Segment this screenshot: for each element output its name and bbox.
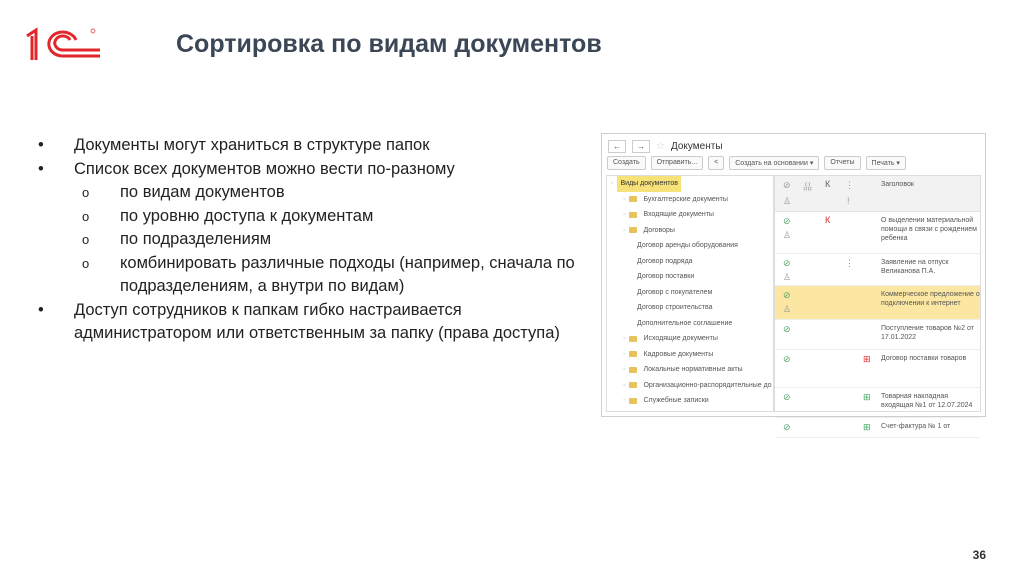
expand-icon[interactable]: ◦ [623,381,626,389]
expand-icon[interactable]: ◦ [623,366,626,373]
folder-tree [606,175,774,412]
tree-item-label: Бухгалтерские документы [643,195,728,203]
tree-item[interactable] [607,254,773,270]
sub-bullet: o комбинировать различные подходы (например, сначала по подразделениям, а внутри по видам) [38,252,578,299]
expand-icon[interactable]: ◦ [623,335,626,342]
folder-icon [629,212,637,218]
page-number: 36 [972,548,986,562]
forward-button[interactable]: → [632,140,650,153]
tree-item[interactable] [607,223,773,239]
tree-root[interactable]: ◦ Виды документов [607,176,773,192]
page-title: Сортировка по видам документов [176,30,602,58]
header-important: ! [847,196,850,206]
folder-icon [629,367,637,373]
folder-icon [629,351,637,357]
documents-grid [774,175,981,432]
tree-item[interactable] [607,269,773,285]
row-title: О выделении материальной помощи в связи с рождением ребенка [881,217,977,242]
user-icon: ♙ [783,196,792,206]
expand-icon[interactable]: ◦ [623,211,626,218]
clip-icon: ⊘ [783,216,791,226]
expand-icon[interactable]: ◦ [623,350,626,358]
status-icon: ⋮ [845,180,854,190]
excel-icon: ⊞ [863,392,871,402]
tree-item[interactable] [607,300,773,316]
1c-logo [24,26,102,64]
bullet: • Документы могут храниться в структуре папок [38,134,578,158]
excel-icon: ⊞ [863,422,871,432]
user-icon: ♙ [783,272,792,282]
folder-icon [629,196,637,202]
tree-item-label: Кадровые документы [643,350,714,358]
folder-icon [629,336,637,342]
bullet: • Список всех документов можно вести по-разному [38,158,578,182]
folder-icon [629,382,637,388]
bullet-list [38,134,578,346]
bullet: • Доступ сотрудников к папкам гибко настраивается администратором или ответственным за папку (права доступа) [38,299,578,346]
star-icon[interactable]: ☆ [656,141,665,152]
table-row[interactable] [775,388,980,418]
tree-item[interactable] [607,238,773,254]
sub-bullet: o по видам документов [38,181,578,205]
clip-icon: ⊘ [783,422,791,432]
tree-item[interactable] [607,316,773,332]
row-title: Коммерческое предложение о подключении к интернет [881,291,980,307]
create-button[interactable]: Создать [607,156,646,170]
grid-header [775,176,980,212]
tree-item[interactable] [607,192,773,208]
tree-item[interactable] [607,347,773,363]
create-based-button[interactable]: Создать на основании ▾ [729,156,819,170]
tree-item-label: Договор строительства [637,304,713,311]
tree-item[interactable] [607,207,773,223]
tree-item-label: Договор с покупателем [637,288,713,296]
send-button[interactable]: Отправить... [651,156,704,170]
tree-item-label: Локальные нормативные акты [643,366,743,373]
sub-bullet: o по подразделениям [38,228,578,252]
expand-icon[interactable]: ◦ [623,226,626,234]
tree-item[interactable] [607,362,773,378]
tree-item-label: Организационно-распорядительные до [643,381,772,389]
clip-icon: ⊘ [783,180,791,190]
column-header-title[interactable]: Заголовок [881,181,914,188]
mark-k: К [825,215,831,225]
row-title: Счет-фактура № 1 от [881,423,951,430]
clip-icon: ⊘ [783,392,791,402]
back-button[interactable]: ← [608,140,626,153]
documents-screenshot [601,133,986,432]
table-row[interactable] [775,320,980,350]
tree-item-label: Дополнительное соглашение [637,319,733,327]
clip-icon: ⊘ [783,354,791,364]
header-k: К [825,179,831,189]
print-button[interactable]: Печать ▾ [866,156,906,170]
table-row[interactable] [775,212,980,254]
clip-icon: ⊘ [783,324,791,334]
tree-item-label: Договор поставки [637,273,695,280]
clip-icon: ⊘ [783,258,791,268]
tree-item-label: Исходящие документы [643,335,718,342]
contract-icon: ⊞ [863,354,871,364]
folder-icon [629,227,637,233]
tree-item-label: Служебные записки [643,397,709,404]
share-button[interactable]: < [708,156,724,170]
row-title: Товарная накладная входящая №1 от 12.07.2024 [881,393,973,409]
tree-root-label: Виды документов [617,176,681,192]
reports-button[interactable]: Отчеты [824,156,860,170]
tree-item-label: Договор аренды оборудования [637,242,738,249]
clip-icon: ⊘ [783,290,791,300]
expand-icon[interactable]: ◦ [623,397,626,404]
tree-item[interactable] [607,285,773,301]
table-row[interactable] [775,418,980,438]
status-icon: ⋮ [845,258,854,268]
folder-icon [629,398,637,404]
table-row[interactable] [775,350,980,388]
hierarchy-icon: 品 [803,182,813,192]
tree-item[interactable] [607,393,773,409]
table-row[interactable] [775,254,980,286]
tree-item-label: Входящие документы [643,211,714,218]
row-title: Поступление товаров №2 от 17.01.2022 [881,325,974,341]
tree-item-label: Договор подряда [637,257,693,265]
window-title: Документы [670,141,723,152]
tree-item[interactable] [607,378,773,394]
row-title: Заявление на отпуск Великанова П.А. [881,259,949,275]
user-icon: ♙ [783,230,792,240]
tree-item[interactable] [607,331,773,347]
user-icon: ♙ [783,304,792,314]
expand-icon[interactable]: ◦ [623,195,626,203]
row-title: Договор поставки товаров [881,355,967,362]
table-row[interactable] [775,286,980,320]
tree-item-label: Договоры [643,226,675,234]
sub-bullet: o по уровню доступа к документам [38,205,578,229]
